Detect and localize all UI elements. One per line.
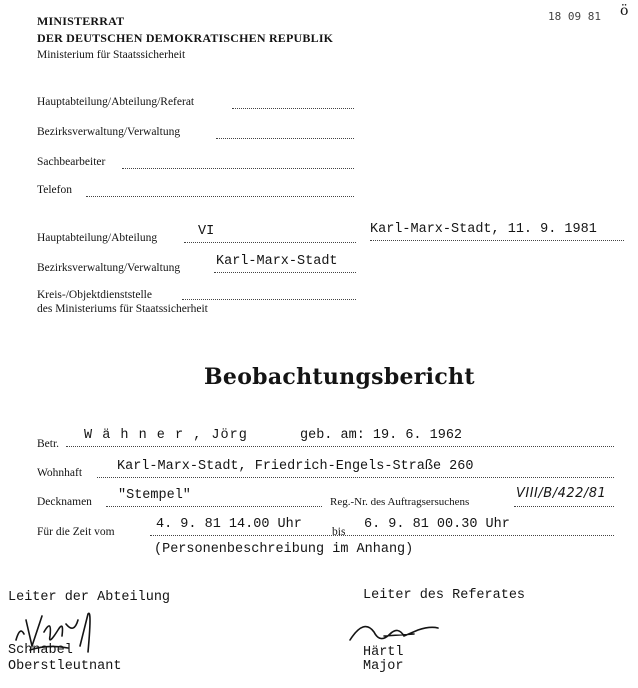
signature-left-name: Schnabel [8, 643, 73, 658]
label-zeit: Für die Zeit vom [37, 526, 115, 538]
value-zeit-von: 4. 9. 81 14.00 Uhr [156, 517, 302, 532]
line-hauptabteilung [184, 242, 356, 243]
date-stamp: 18 09 81 [548, 10, 601, 23]
field-label-bezirksverwaltung: Bezirksverwaltung/Verwaltung [37, 126, 181, 138]
line-zeit [150, 535, 614, 536]
field-label-hauptabteilung-referat: Hauptabteilung/Abteilung/Referat [37, 96, 195, 108]
line-betr [66, 446, 614, 447]
line-place-date [370, 240, 624, 241]
signature-right-name: Härtl [363, 645, 404, 660]
label-bis: bis [332, 526, 346, 538]
value-regnr: VIII/B/422/81 [516, 486, 607, 501]
label-bezirksverwaltung: Bezirksverwaltung/Verwaltung [37, 262, 181, 274]
stamp-mark: ö [620, 3, 629, 19]
header-line-1: MINISTERRAT [37, 14, 125, 28]
field-line-telefon [86, 196, 354, 197]
value-hauptabteilung: VI [198, 224, 215, 239]
label-regnr: Reg.-Nr. des Auftragsersuchens [330, 496, 470, 508]
value-zeit-bis: 6. 9. 81 00.30 Uhr [364, 517, 510, 532]
line-kreis [182, 299, 356, 300]
field-label-telefon: Telefon [37, 184, 72, 196]
field-label-sachbearbeiter: Sachbearbeiter [37, 156, 106, 168]
signature-left-title: Leiter der Abteilung [8, 590, 171, 605]
signature-right-rank: Major [363, 659, 404, 674]
line-bezirksverwaltung [214, 272, 356, 273]
header-line-3: Ministerium für Staatssicherheit [37, 49, 186, 61]
value-bezirksverwaltung: Karl-Marx-Stadt [216, 254, 338, 269]
line-regnr [514, 506, 614, 507]
label-betr: Betr. [37, 438, 60, 450]
line-decknamen [106, 506, 322, 507]
note-personenbeschreibung: (Personenbeschreibung im Anhang) [154, 542, 414, 557]
field-line-sachbearbeiter [122, 168, 354, 169]
document-title: Beobachtungsbericht [204, 364, 475, 390]
place-date: Karl-Marx-Stadt, 11. 9. 1981 [370, 222, 597, 237]
label-wohnhaft: Wohnhaft [37, 467, 83, 479]
header-line-2: DER DEUTSCHEN DEMOKRATISCHEN REPUBLIK [37, 31, 334, 45]
field-line-hauptabteilung-referat [232, 108, 354, 109]
label-kreis-1: Kreis-/Objektdienststelle [37, 289, 152, 301]
value-betr: W ä h n e r , Jörg [84, 428, 248, 443]
line-wohnhaft [97, 477, 614, 478]
label-hauptabteilung: Hauptabteilung/Abteilung [37, 232, 158, 244]
label-kreis-2: des Ministeriums für Staatssicherheit [37, 303, 208, 315]
value-decknamen: "Stempel" [118, 488, 191, 503]
value-geb: geb. am: 19. 6. 1962 [300, 428, 463, 443]
label-decknamen: Decknamen [37, 496, 92, 508]
signature-left-rank: Oberstleutnant [8, 659, 122, 674]
signature-right-title: Leiter des Referates [363, 588, 526, 603]
value-wohnhaft: Karl-Marx-Stadt, Friedrich-Engels-Straße 260 [117, 459, 474, 474]
field-line-bezirksverwaltung [216, 138, 354, 139]
